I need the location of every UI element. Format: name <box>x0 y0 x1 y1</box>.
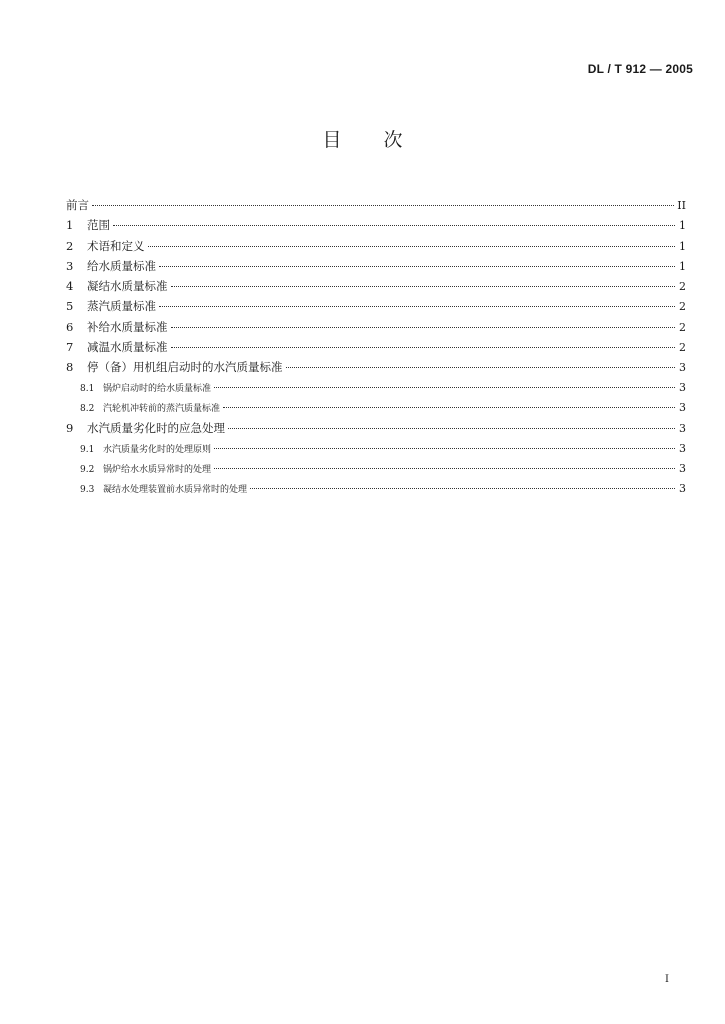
toc-dot-leader <box>223 407 675 408</box>
toc-entry-number: 7 <box>66 340 74 355</box>
toc-entry-title: 锅炉给水水质异常时的处理 <box>103 464 212 475</box>
toc-title: 目次 <box>322 129 445 151</box>
toc-entry[interactable] <box>66 378 686 398</box>
toc-entry[interactable] <box>66 479 686 499</box>
toc-entry-page: 1 <box>679 219 686 233</box>
toc-entry-title: 给水质量标准 <box>87 258 156 273</box>
toc-entry[interactable] <box>66 276 686 296</box>
toc-entry-title: 水汽质量劣化时的处理原则 <box>103 444 212 455</box>
toc-entry[interactable] <box>66 418 686 438</box>
toc-entry-page: 2 <box>679 320 686 334</box>
toc-entry-title: 水汽质量劣化时的应急处理 <box>87 421 225 436</box>
toc-entry[interactable] <box>66 215 686 235</box>
toc-dot-leader <box>171 327 676 328</box>
toc-dot-leader <box>159 266 675 267</box>
toc-entry[interactable] <box>66 439 686 459</box>
toc-entry-page: 2 <box>679 280 686 294</box>
toc-entry-number: 8.2 <box>80 403 95 414</box>
toc-entry[interactable] <box>66 459 686 479</box>
toc-dot-leader <box>171 286 676 287</box>
toc-entry-number: 1 <box>66 218 74 233</box>
toc-entry-number: 9 <box>66 421 74 436</box>
page-number: I <box>665 974 669 985</box>
toc-dot-leader <box>228 428 675 429</box>
toc-entry-number: 2 <box>66 238 74 253</box>
toc-entry-title: 补给水质量标准 <box>87 319 168 334</box>
toc-entry-page: 1 <box>679 259 686 273</box>
toc-entry-title: 凝结水处理装置前水质异常时的处理 <box>103 485 248 496</box>
toc-entry-number: 6 <box>66 319 74 334</box>
toc-entry-title: 减温水质量标准 <box>87 340 168 355</box>
toc-entry[interactable] <box>66 337 686 357</box>
toc-entry[interactable] <box>66 357 686 377</box>
toc-entry[interactable] <box>66 236 686 256</box>
toc-entry-page: 3 <box>679 441 686 455</box>
toc-entry-number: 8 <box>66 360 74 375</box>
toc-entry-page: 1 <box>679 239 686 253</box>
toc-entry-title: 范围 <box>87 218 110 233</box>
toc-entry-number: 9.3 <box>80 485 95 496</box>
toc-entry-title: 术语和定义 <box>87 238 145 253</box>
toc-entry[interactable] <box>66 398 686 418</box>
table-of-contents <box>66 195 686 499</box>
toc-entry-page: 2 <box>679 300 686 314</box>
toc-entry-title: 凝结水质量标准 <box>87 279 168 294</box>
toc-dot-leader <box>148 246 676 247</box>
toc-entry[interactable] <box>66 296 686 316</box>
toc-entry-number: 4 <box>66 279 74 294</box>
toc-dot-leader <box>159 306 675 307</box>
toc-entry[interactable] <box>66 317 686 337</box>
toc-entry-number: 9.1 <box>80 444 95 455</box>
toc-entry-number: 8.1 <box>80 383 95 394</box>
toc-entry-title: 停（备）用机组启动时的水汽质量标准 <box>87 360 283 375</box>
toc-entry-title: 汽轮机冲转前的蒸汽质量标准 <box>103 403 221 414</box>
toc-entry-number: 5 <box>66 299 74 314</box>
toc-entry-page: 3 <box>679 400 686 414</box>
toc-entry-number: 9.2 <box>80 464 95 475</box>
toc-dot-leader <box>214 468 675 469</box>
toc-dot-leader <box>286 367 676 368</box>
toc-dot-leader <box>250 488 675 489</box>
toc-entry-title: 前言 <box>66 198 89 212</box>
toc-entry-page: 3 <box>679 422 686 436</box>
toc-entry-page: 2 <box>679 341 686 355</box>
toc-dot-leader <box>113 225 675 226</box>
document-code: DL / T 912 — 2005 <box>587 62 693 76</box>
toc-entry[interactable] <box>66 256 686 276</box>
toc-entry-page: 3 <box>679 361 686 375</box>
toc-entry-page: 3 <box>679 482 686 496</box>
toc-entry-page: 3 <box>679 380 686 394</box>
toc-entry-number: 3 <box>66 258 74 273</box>
toc-entry-page: 3 <box>679 461 686 475</box>
toc-entry-title: 蒸汽质量标准 <box>87 299 156 314</box>
toc-dot-leader <box>214 448 675 449</box>
toc-dot-leader <box>92 205 674 206</box>
toc-entry-page: II <box>677 199 686 212</box>
toc-dot-leader <box>214 387 675 388</box>
toc-entry[interactable] <box>66 195 686 215</box>
toc-dot-leader <box>171 347 676 348</box>
toc-entry-title: 锅炉启动时的给水质量标准 <box>103 383 212 394</box>
